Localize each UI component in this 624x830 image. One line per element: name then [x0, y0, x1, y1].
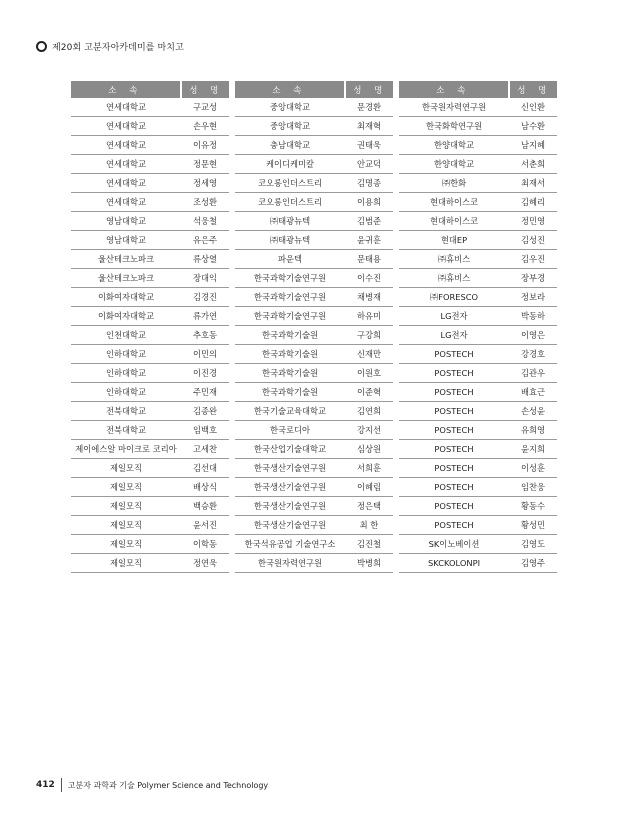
affiliation-cell: POSTECH [434, 349, 474, 359]
name-cell: 주민재 [192, 387, 218, 397]
name-cell: 이혜림 [356, 482, 382, 492]
name-cell: 최재혁 [356, 121, 382, 131]
affiliation-cell: 전북대학교 [105, 425, 147, 435]
name-cell: 김영주 [520, 558, 546, 568]
name-cell: 서희훈 [356, 463, 382, 473]
table-row [399, 326, 557, 345]
affiliation-cell: ㈜한화 [441, 178, 467, 188]
table-row [71, 136, 229, 155]
name-cell: 정민영 [520, 216, 546, 226]
name-cell: 권태욱 [356, 140, 382, 150]
name-cell: 최 한 [359, 520, 379, 530]
table-row [399, 459, 557, 478]
table-row [399, 269, 557, 288]
table-row [399, 174, 557, 193]
affiliation-cell: 중앙대학교 [269, 102, 311, 112]
name-cell: 안교덕 [356, 159, 382, 169]
name-cell: 김성진 [520, 235, 546, 245]
name-cell: 류상열 [192, 254, 218, 264]
name-cell: 이진경 [192, 368, 218, 378]
affiliation-cell: 인하대학교 [105, 368, 147, 378]
affiliation-cell: 인천대학교 [105, 330, 147, 340]
name-cell: 이학동 [192, 539, 218, 549]
affiliation-cell: 한국과학기술연구원 [253, 311, 327, 321]
table-row [71, 345, 229, 364]
table-row [399, 421, 557, 440]
name-cell: 김연희 [356, 406, 382, 416]
affiliation-cell: 한국과학기술원 [261, 330, 319, 340]
name-cell: 김진철 [356, 539, 382, 549]
table-row [235, 421, 393, 440]
header-affiliation: 소 속 [108, 85, 143, 96]
name-cell: 장부경 [520, 273, 546, 283]
name-cell: 김혜리 [520, 197, 546, 207]
affiliation-cell: 연세대학교 [105, 102, 147, 112]
table-row [235, 155, 393, 174]
name-cell: 유은주 [192, 235, 218, 245]
table-row [71, 497, 229, 516]
name-cell: 황동수 [520, 501, 546, 511]
name-cell: 김종완 [192, 406, 218, 416]
table-row [235, 307, 393, 326]
name-cell: 백승환 [192, 501, 218, 511]
table-row [235, 193, 393, 212]
affiliation-cell: POSTECH [434, 406, 474, 416]
table-row [399, 364, 557, 383]
name-cell: 서춘희 [520, 159, 546, 169]
table-row [399, 345, 557, 364]
table-row [399, 554, 557, 573]
table-row [235, 136, 393, 155]
table-row [71, 174, 229, 193]
table-row [235, 326, 393, 345]
name-cell: 문경환 [356, 102, 382, 112]
table-row [71, 155, 229, 174]
affiliation-cell: 제이에스알 마이크로 코리아 [75, 444, 177, 454]
name-cell: 정은택 [356, 501, 382, 511]
affiliation-cell: 제일모직 [109, 520, 143, 530]
affiliation-cell: 제일모직 [109, 501, 143, 511]
name-cell: 신인환 [520, 102, 546, 112]
affiliation-cell: 영남대학교 [105, 235, 147, 245]
name-cell: 류가연 [192, 311, 218, 321]
table-row [235, 269, 393, 288]
table-row [399, 440, 557, 459]
name-cell: 조성환 [192, 197, 218, 207]
page-header [36, 40, 184, 53]
affiliation-cell: 코오롱인더스트리 [257, 178, 323, 188]
name-cell: 김선대 [192, 463, 218, 473]
name-cell: 배효근 [520, 387, 546, 397]
table-column [399, 81, 557, 573]
table-row [71, 440, 229, 459]
table-row [71, 364, 229, 383]
table-row [71, 535, 229, 554]
name-cell: 김관우 [520, 368, 546, 378]
name-cell: 최재서 [520, 178, 546, 188]
affiliation-cell: 제일모직 [109, 539, 143, 549]
affiliation-cell: 한국원자력연구원 [257, 558, 323, 568]
table-row [399, 250, 557, 269]
affiliation-cell: SKCKOLONPI [427, 558, 481, 568]
name-cell: 윤서진 [192, 520, 218, 530]
table-row [71, 212, 229, 231]
table-row [399, 155, 557, 174]
table-row [235, 231, 393, 250]
header-separator [508, 81, 510, 98]
table-row [235, 250, 393, 269]
affiliation-cell: 케이디케미칼 [265, 159, 315, 169]
table-row [399, 193, 557, 212]
table-row [399, 288, 557, 307]
circle-bullet-icon [36, 41, 47, 52]
name-cell: 심상원 [356, 444, 382, 454]
table-row [71, 193, 229, 212]
name-cell: 김우진 [520, 254, 546, 264]
affiliation-cell: 제일모직 [109, 482, 143, 492]
name-cell: 이수진 [356, 273, 382, 283]
affiliation-cell: 제일모직 [109, 558, 143, 568]
table-row [399, 402, 557, 421]
table-row [235, 212, 393, 231]
name-cell: 박병희 [356, 558, 382, 568]
affiliation-cell: 한국생산기술연구원 [253, 520, 327, 530]
affiliation-cell: 현대하이스코 [429, 197, 479, 207]
affiliation-cell: 한국석유공업 기술연구소 [244, 539, 336, 549]
affiliation-cell: 전북대학교 [105, 406, 147, 416]
name-cell: 정문현 [192, 159, 218, 169]
affiliation-cell: SK이노베이션 [428, 539, 480, 549]
name-cell: 문태용 [356, 254, 382, 264]
header-name: 성 명 [517, 85, 552, 96]
affiliation-cell: POSTECH [434, 368, 474, 378]
name-cell: 손우현 [192, 121, 218, 131]
table-row [399, 383, 557, 402]
table-row [71, 288, 229, 307]
affiliation-cell: 한국기술교육대학교 [253, 406, 327, 416]
affiliation-cell: 한국로디아 [269, 425, 311, 435]
affiliation-cell: ㈜태광뉴텍 [269, 235, 311, 245]
table-row [235, 459, 393, 478]
affiliation-cell: LG전자 [440, 330, 468, 340]
name-cell: 손성윤 [520, 406, 546, 416]
name-cell: 신재만 [356, 349, 382, 359]
table-row [399, 117, 557, 136]
affiliation-cell: 한국과학기술원 [261, 368, 319, 378]
name-cell: 황성민 [520, 520, 546, 530]
table-row [71, 250, 229, 269]
table-row [399, 307, 557, 326]
table-row [399, 478, 557, 497]
affiliation-cell: ㈜휴비스 [437, 254, 471, 264]
name-cell: 채병재 [356, 292, 382, 302]
name-cell: 하유미 [356, 311, 382, 321]
table-row [71, 421, 229, 440]
table-row [399, 516, 557, 535]
header-separator [344, 81, 346, 98]
table-row [235, 478, 393, 497]
affiliation-cell: 파운텍 [277, 254, 303, 264]
name-cell: 김영도 [520, 539, 546, 549]
name-cell: 이원호 [356, 368, 382, 378]
affiliation-cell: 연세대학교 [105, 197, 147, 207]
affiliation-cell: POSTECH [434, 463, 474, 473]
affiliation-cell: LG전자 [440, 311, 468, 321]
affiliation-cell: 코오롱인더스트리 [257, 197, 323, 207]
table-row [399, 231, 557, 250]
affiliation-cell: 한국과학기술연구원 [253, 292, 327, 302]
name-cell: 이성훈 [520, 463, 546, 473]
affiliation-cell: 인하대학교 [105, 349, 147, 359]
name-cell: 임백호 [192, 425, 218, 435]
name-cell: 임찬웅 [520, 482, 546, 492]
name-cell: 구강희 [356, 330, 382, 340]
table-row [235, 345, 393, 364]
name-cell: 윤지희 [520, 444, 546, 454]
affiliation-cell: 현대하이스코 [429, 216, 479, 226]
name-cell: 김명종 [356, 178, 382, 188]
name-cell: 정보라 [520, 292, 546, 302]
name-cell: 석웅철 [192, 216, 218, 226]
section-title: 제20회 고분자아카데미를 마치고 [52, 43, 184, 53]
affiliation-cell: 중앙대학교 [269, 121, 311, 131]
affiliation-cell: 한국과학기술원 [261, 387, 319, 397]
table-row [235, 516, 393, 535]
header-separator [180, 81, 182, 98]
table-row [399, 535, 557, 554]
table-row [399, 212, 557, 231]
affiliation-cell: 한국생산기술연구원 [253, 482, 327, 492]
table-row [71, 269, 229, 288]
table-row [235, 535, 393, 554]
table-row [235, 383, 393, 402]
affiliation-cell: 한국원자력연구원 [421, 102, 487, 112]
table-row [235, 288, 393, 307]
name-cell: 김범준 [356, 216, 382, 226]
name-cell: 강지선 [356, 425, 382, 435]
affiliation-cell: 이화여자대학교 [97, 292, 155, 302]
table-header [235, 81, 393, 98]
name-cell: 이민의 [192, 349, 218, 359]
name-cell: 배상식 [192, 482, 218, 492]
affiliation-cell: 제일모직 [109, 463, 143, 473]
table-column [71, 81, 229, 573]
table-row [235, 98, 393, 117]
affiliation-cell: 영남대학교 [105, 216, 147, 226]
affiliation-cell: 충남대학교 [269, 140, 311, 150]
header-name: 성 명 [353, 85, 388, 96]
header-affiliation: 소 속 [436, 85, 471, 96]
affiliation-cell: 연세대학교 [105, 178, 147, 188]
affiliation-cell: 한국생산기술연구원 [253, 463, 327, 473]
table-row [71, 326, 229, 345]
name-cell: 이용희 [356, 197, 382, 207]
table-header [71, 81, 229, 98]
header-name: 성 명 [189, 85, 224, 96]
name-cell: 고세찬 [192, 444, 218, 454]
name-cell: 강경호 [520, 349, 546, 359]
table-row [71, 383, 229, 402]
name-cell: 김경진 [192, 292, 218, 302]
table-row [235, 440, 393, 459]
table-row [71, 516, 229, 535]
name-cell: 추호동 [192, 330, 218, 340]
name-cell: 정연욱 [192, 558, 218, 568]
table-row [235, 402, 393, 421]
table-row [71, 98, 229, 117]
affiliation-cell: ㈜FORESCO [429, 292, 479, 302]
affiliation-cell: 한양대학교 [433, 140, 475, 150]
affiliation-cell: 한양대학교 [433, 159, 475, 169]
affiliation-cell: 인하대학교 [105, 387, 147, 397]
name-cell: 장대익 [192, 273, 218, 283]
affiliation-cell: 이화여자대학교 [97, 311, 155, 321]
journal-name: 고분자 과학과 기술 Polymer Science and Technology [67, 780, 269, 790]
table-row [399, 136, 557, 155]
affiliation-cell: ㈜태광뉴텍 [269, 216, 311, 226]
table-row [71, 554, 229, 573]
affiliation-cell: POSTECH [434, 501, 474, 511]
name-cell: 박동하 [520, 311, 546, 321]
table-row [399, 497, 557, 516]
table-row [235, 364, 393, 383]
table-row [235, 554, 393, 573]
table-row [235, 497, 393, 516]
table-row [71, 459, 229, 478]
table-row [71, 117, 229, 136]
affiliation-cell: 연세대학교 [105, 140, 147, 150]
table-row [71, 307, 229, 326]
page-footer [36, 778, 268, 792]
affiliation-cell: 한국화학연구원 [425, 121, 483, 131]
name-cell: 이유정 [192, 140, 218, 150]
affiliation-cell: POSTECH [434, 425, 474, 435]
name-cell: 윤귀훈 [356, 235, 382, 245]
footer-divider [61, 778, 62, 792]
table-header [399, 81, 557, 98]
table-row [399, 98, 557, 117]
name-cell: 정세영 [192, 178, 218, 188]
table-row [235, 174, 393, 193]
page-number: 412 [36, 780, 55, 790]
affiliation-cell: 한국과학기술연구원 [253, 273, 327, 283]
participant-table [71, 81, 557, 573]
table-row [71, 478, 229, 497]
affiliation-cell: 한국과학기술원 [261, 349, 319, 359]
affiliation-cell: 현대EP [440, 235, 468, 245]
affiliation-cell: 울산테크노파크 [97, 273, 155, 283]
affiliation-cell: 연세대학교 [105, 159, 147, 169]
affiliation-cell: POSTECH [434, 387, 474, 397]
affiliation-cell: 연세대학교 [105, 121, 147, 131]
name-cell: 남지혜 [520, 140, 546, 150]
table-row [71, 231, 229, 250]
affiliation-cell: POSTECH [434, 520, 474, 530]
name-cell: 구교성 [192, 102, 218, 112]
name-cell: 이영은 [520, 330, 546, 340]
affiliation-cell: 한국생산기술연구원 [253, 501, 327, 511]
affiliation-cell: POSTECH [434, 482, 474, 492]
affiliation-cell: POSTECH [434, 444, 474, 454]
name-cell: 남수환 [520, 121, 546, 131]
table-column [235, 81, 393, 573]
affiliation-cell: 한국산업기술대학교 [253, 444, 327, 454]
affiliation-cell: ㈜휴비스 [437, 273, 471, 283]
table-row [235, 117, 393, 136]
name-cell: 유희영 [520, 425, 546, 435]
header-affiliation: 소 속 [272, 85, 307, 96]
affiliation-cell: 울산테크노파크 [97, 254, 155, 264]
table-row [71, 402, 229, 421]
name-cell: 이준혁 [356, 387, 382, 397]
